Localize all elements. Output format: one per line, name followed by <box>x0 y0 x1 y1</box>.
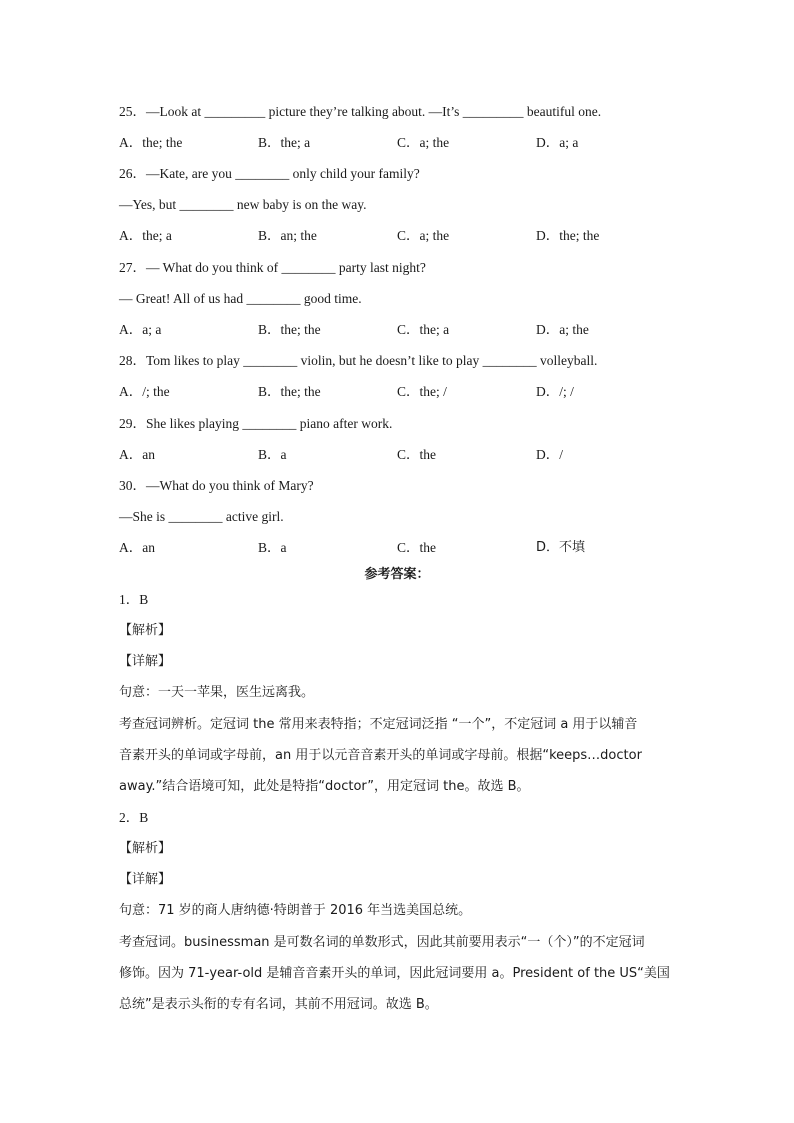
answer-2-text-line: 总统”是表示头衔的专有名词，其前不用冠词。故选 B。 <box>119 997 438 1012</box>
question-28-stem: 28．Tom likes to play ________ violin, but he doesn’t like to play ________ volleyball. <box>119 353 598 368</box>
answer-1-detail-label: 【详解】 <box>119 654 172 669</box>
answer-1-text-line: away.”结合语境可知，此处是特指“doctor”，用定冠词 the。故选 B。 <box>119 779 530 794</box>
option-c: C．a; the <box>397 228 450 243</box>
option-d: D．the; the <box>536 228 600 243</box>
answer-2-text-line: 修饰。因为 71-year-old 是辅音音素开头的单词，因此冠词要用 a。President of the US“美国 <box>119 966 670 981</box>
question-27-reply: — Great! All of us had ________ good time. <box>119 291 362 306</box>
option-b: B．a <box>258 540 287 555</box>
answers-heading: 参考答案： <box>364 567 430 582</box>
option-b: B．the; a <box>258 135 311 150</box>
option-b: B．the; the <box>258 384 321 399</box>
answer-1-number: 1．B <box>119 592 149 607</box>
question-30-reply: —She is ________ active girl. <box>119 509 284 524</box>
option-b: B．a <box>258 447 287 462</box>
question-29-stem: 29．She likes playing ________ piano after work. <box>119 416 393 431</box>
question-27-stem: 27．— What do you think of ________ party last night? <box>119 260 426 275</box>
question-28-options <box>119 383 679 401</box>
option-c: C．the; / <box>397 384 447 399</box>
answer-2-number: 2．B <box>119 810 149 825</box>
option-a: A．the; a <box>119 228 172 243</box>
question-29-options <box>119 446 679 464</box>
answer-1-text-line: 音素开头的单词或字母前，an 用于以元音音素开头的单词或字母前。根据“keeps…doctor <box>119 748 642 763</box>
option-c: C．a; the <box>397 135 450 150</box>
option-d: D．a; a <box>536 135 579 150</box>
option-a: A．a; a <box>119 322 162 337</box>
question-30-options <box>119 539 679 557</box>
answer-2-text-line: 考查冠词。businessman 是可数名词的单数形式，因此其前要用表示“一（个）”的不定冠词 <box>119 935 645 950</box>
option-a: A．/; the <box>119 384 170 399</box>
option-a: A．an <box>119 447 155 462</box>
answer-2-detail-label: 【详解】 <box>119 872 172 887</box>
question-26-reply: —Yes, but ________ new baby is on the way. <box>119 197 367 212</box>
option-a: A．an <box>119 540 155 555</box>
option-d: D．不填 <box>536 540 586 555</box>
option-b: B．an; the <box>258 228 317 243</box>
answer-1-text-line: 考查冠词辨析。定冠词 the 常用来表特指；不定冠词泛指 “一个”，不定冠词 a 用于以辅音 <box>119 717 638 732</box>
question-27-options <box>119 321 679 339</box>
answer-2-analysis-label: 【解析】 <box>119 841 172 856</box>
question-25-options <box>119 134 679 152</box>
answer-2-text-line: 句意：71 岁的商人唐纳德·特朗普于 2016 年当选美国总统。 <box>119 903 472 918</box>
answer-1-analysis-label: 【解析】 <box>119 623 172 638</box>
option-a: A．the; the <box>119 135 183 150</box>
question-26-stem: 26．—Kate, are you ________ only child your family? <box>119 166 420 181</box>
option-b: B．the; the <box>258 322 321 337</box>
question-25-stem: 25．—Look at _________ picture they’re talking about. —It’s _________ beautiful one. <box>119 104 602 119</box>
option-d: D．/ <box>536 447 563 462</box>
answer-1-text-line: 句意：一天一苹果，医生远离我。 <box>119 685 315 700</box>
option-d: D．a; the <box>536 322 589 337</box>
option-c: C．the <box>397 540 436 555</box>
option-c: C．the <box>397 447 436 462</box>
option-d: D．/; / <box>536 384 574 399</box>
question-30-stem: 30．—What do you think of Mary? <box>119 478 314 493</box>
option-c: C．the; a <box>397 322 450 337</box>
question-26-options <box>119 227 679 245</box>
